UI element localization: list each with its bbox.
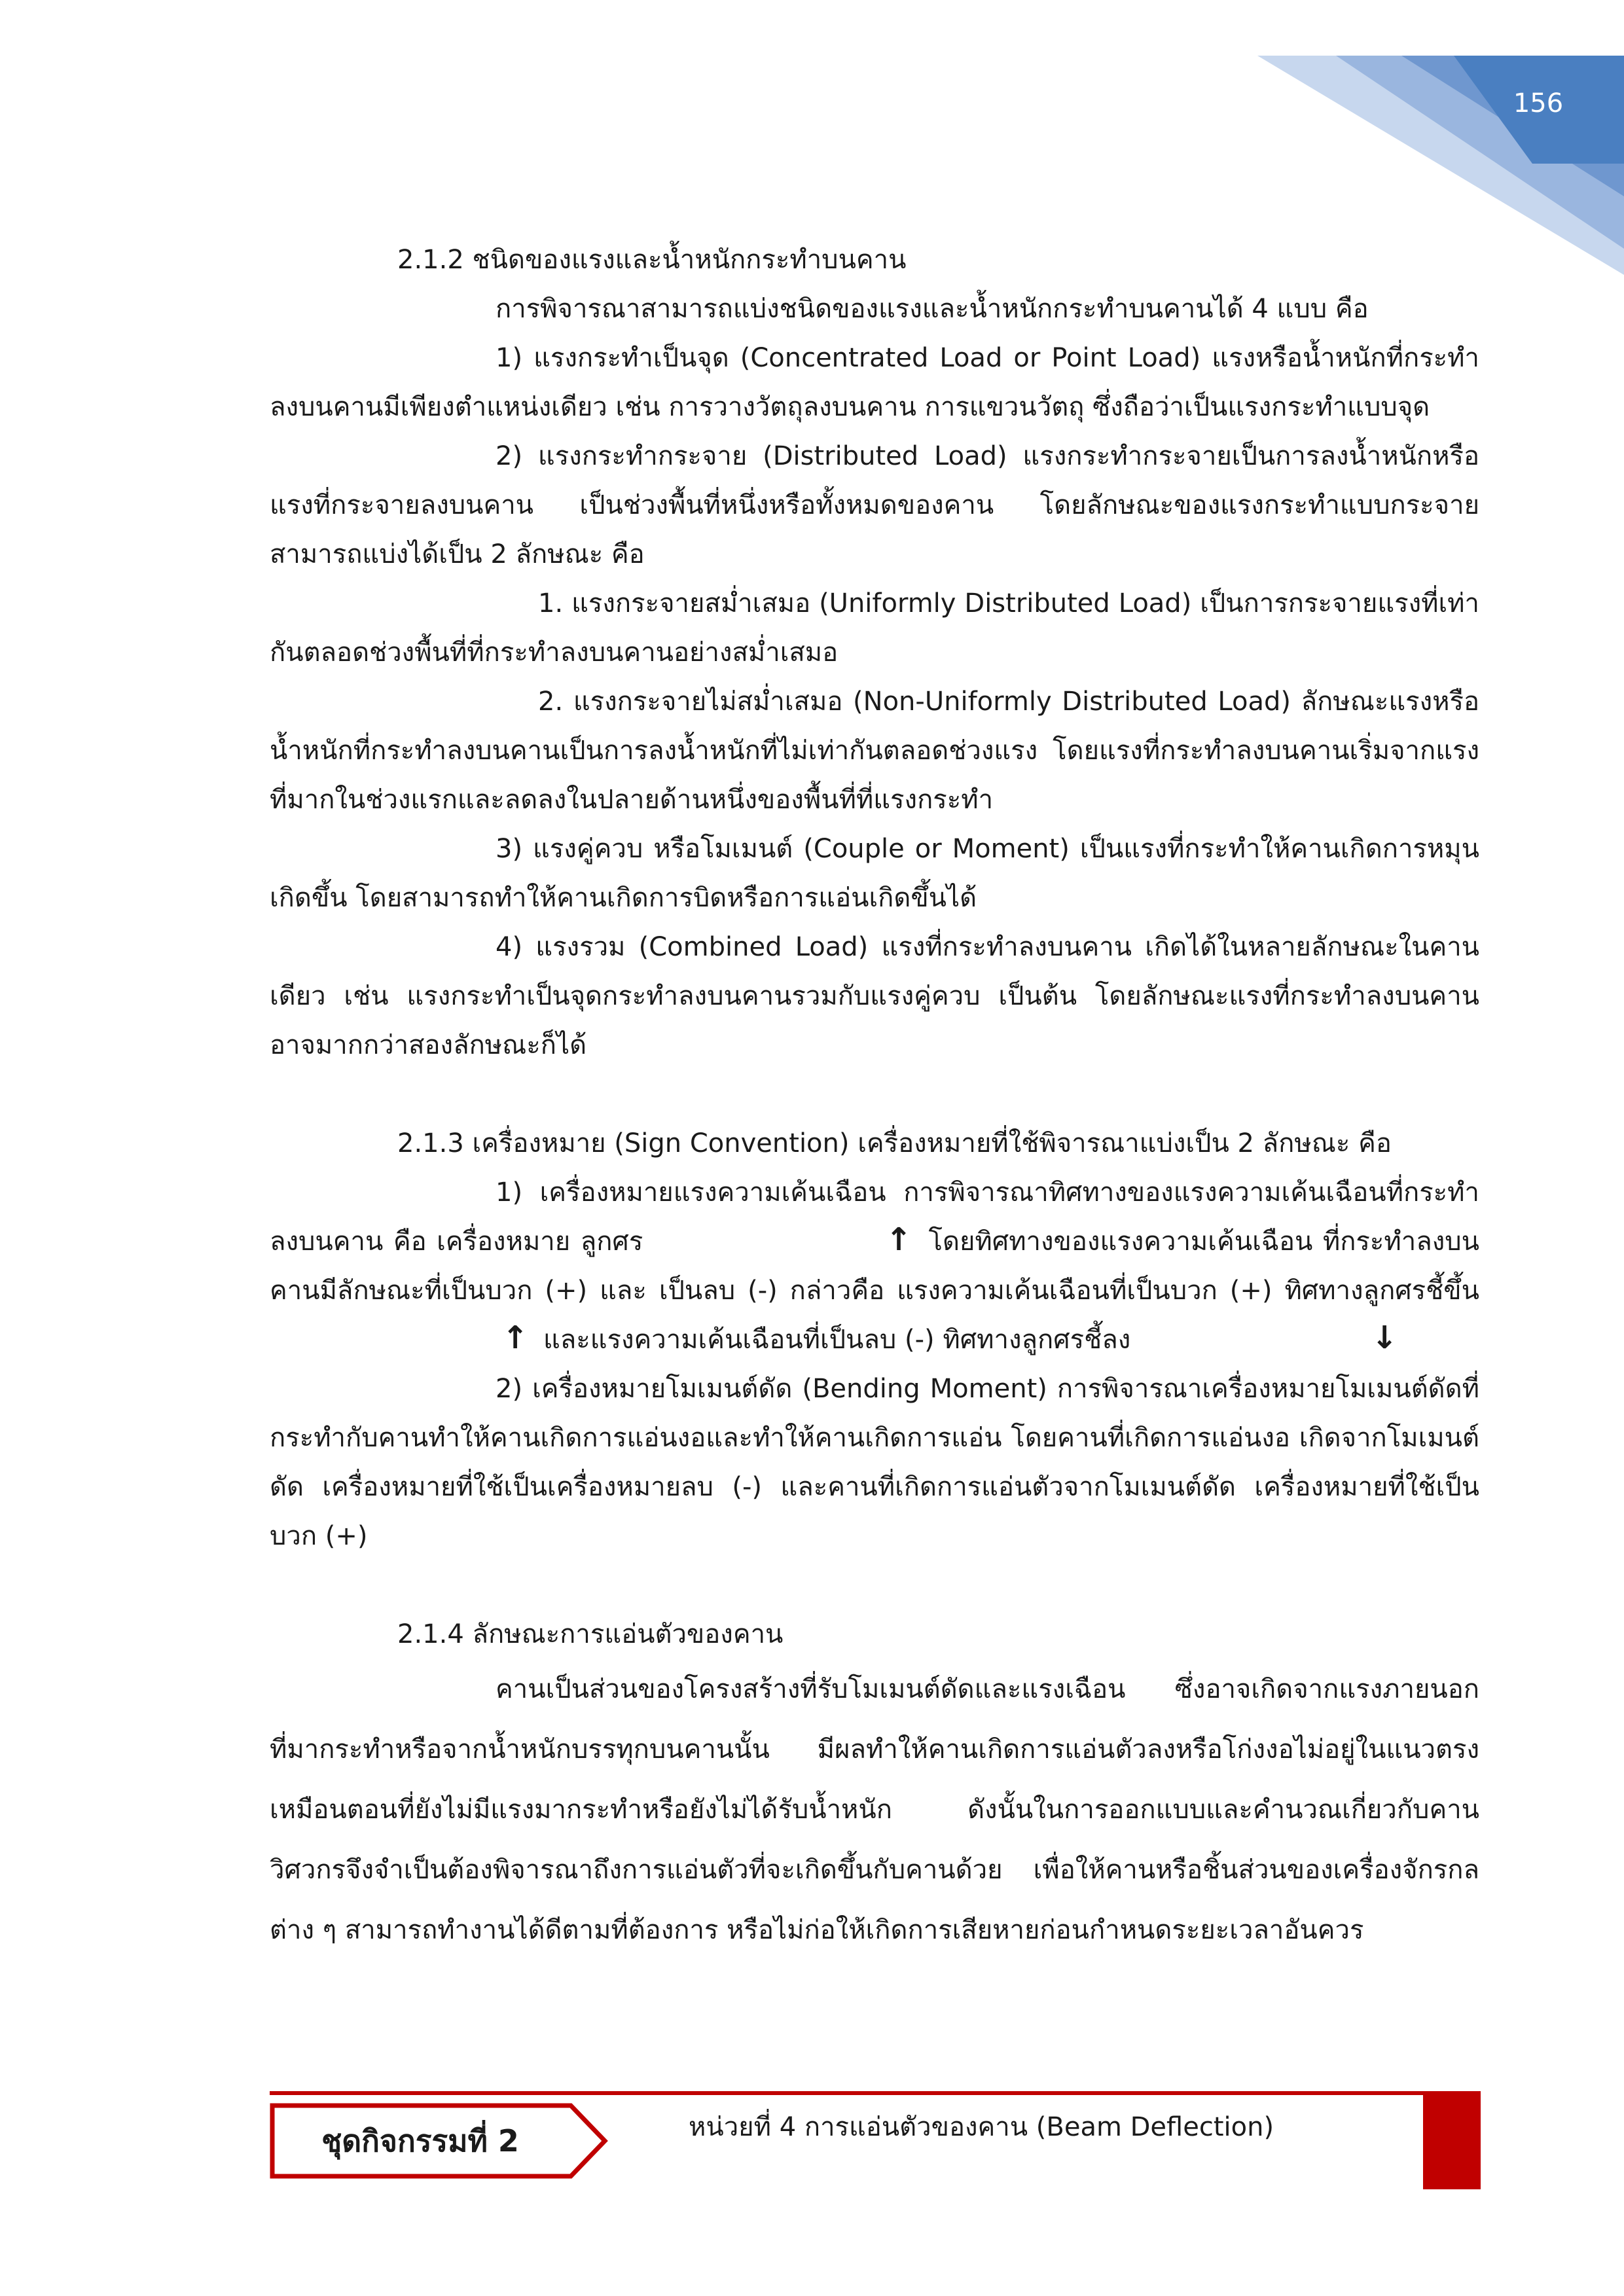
footer-banner: [270, 2091, 1481, 2189]
activity-label: ชุดกิจกรรมที่ 2: [321, 2123, 519, 2159]
section-2-1-4: [270, 1610, 1479, 1960]
list-item-combined-load: 4) แรงรวม (Combined Load) แรงที่กระทำลงบนคาน เกิดได้ในหลายลักษณะในคานเดียว เช่น แรงกระทำเป็นจุดกระทำลงบนคานรวมกับแรงคู่ควบ เป็นต้น โดยลักษณะแรงที่กระทำลงบนคาน อาจมากกว่าสองลักษณะก็ได้: [270, 932, 1479, 1060]
section-heading-2-1-4: 2.1.4 ลักษณะการแอ่นตัวของคาน: [397, 1619, 784, 1649]
list-item-moment-sign: 2) เครื่องหมายโมเมนต์ดัด (Bending Moment) การพิจารณาเครื่องหมายโมเมนต์ดัดที่กระทำกับคานทำให้คานเกิดการแอ่นงอและทำให้คานเกิดการแอ่น โดยคานที่เกิดการแอ่นงอ เกิดจากโมเมนต์ดัด เครื่องหมายที่ใช้เป็นเครื่องหมายลบ (-) และคานที่เกิดการแอ่นตัวจากโมเมนต์ดัด เครื่องหมายที่ใช้เป็นบวก (+): [270, 1374, 1479, 1551]
shear-sign-text-c: และแรงความเค้นเฉือนที่เป็นลบ (-) ทิศทางลูกศรชี้ลง: [543, 1325, 1131, 1355]
section-heading-2-1-2: 2.1.2 ชนิดของแรงและน้ำหนักกระทำบนคาน: [397, 245, 907, 275]
list-item-point-load: 1) แรงกระทำเป็นจุด (Concentrated Load or Point Load) แรงหรือน้ำหนักที่กระทำลงบนคานมีเพียงตำแหน่งเดียว เช่น การวางวัตถุลงบนคาน การแขวนวัตถุ ซึ่งถือว่าเป็นแรงกระทำแบบจุด: [270, 343, 1479, 422]
list-item-shear-sign: [270, 1168, 1479, 1365]
list-item-distributed-load: 2) แรงกระทำกระจาย (Distributed Load) แรงกระทำกระจายเป็นการลงน้ำหนักหรือแรงที่กระจายลงบนคาน เป็นช่วงพื้นที่หนึ่งหรือทั้งหมดของคาน โดยลักษณะของแรงกระทำแบบกระจายสามารถแบ่งได้เป็น 2 ลักษณะ คือ: [270, 441, 1479, 569]
page-number: 156: [1513, 88, 1564, 118]
spacer: [270, 1070, 1479, 1119]
footer-red-block: [1423, 2095, 1481, 2189]
spacer: [270, 1561, 1479, 1610]
list-item-couple-moment: 3) แรงคู่ควบ หรือโมเมนต์ (Couple or Moment) เป็นแรงที่กระทำให้คานเกิดการหมุนเกิดขึ้น โดยสามารถทำให้คานเกิดการบิดหรือการแอ่นเกิดขึ้นได้: [270, 834, 1479, 913]
section-heading-2-1-3: 2.1.3 เครื่องหมาย (Sign Convention) เครื่องหมายที่ใช้พิจารณาแบ่งเป็น 2 ลักษณะ คือ: [397, 1128, 1392, 1158]
list-item-non-uniform-load: 2. แรงกระจายไม่สม่ำเสมอ (Non-Uniformly Distributed Load) ลักษณะแรงหรือน้ำหนักที่กระทำลงบนคานเป็นการลงน้ำหนักที่ไม่เท่ากันตลอดช่วงแรง โดยแรงที่กระทำลงบนคานเริ่มจากแรงที่มากในช่วงแรกและลดลงในปลายด้านหนึ่งของพื้นที่ที่แรงกระทำ: [270, 687, 1479, 815]
shear-sign-text-b: โดยทิศทางของแรงความเค้นเฉือน ที่กระทำลงบนคานมีลักษณะที่เป็นบวก (+) และ เป็นลบ (-) กล่าวคือ แรงความเค้นเฉือนที่เป็นบวก (+) ทิศทางลูกศรชี้ขึ้น: [270, 1227, 1479, 1306]
section-2-1-4-body: คานเป็นส่วนของโครงสร้างที่รับโมเมนต์ดัดและแรงเฉือน ซึ่งอาจเกิดจากแรงภายนอกที่มากระทำหรือจากน้ำหนักบรรทุกบนคานนั้น มีผลทำให้คานเกิดการแอ่นตัวลงหรือโก่งงอไม่อยู่ในแนวตรงเหมือนตอนที่ยังไม่มีแรงมากระทำหรือยังไม่ได้รับน้ำหนัก ดังนั้นในการออกแบบและคำนวณเกี่ยวกับคานวิศวกรจึงจำเป็นต้องพิจารณาถึงการแอ่นตัวที่จะเกิดขึ้นกับคานด้วย เพื่อให้คานหรือชิ้นส่วนของเครื่องจักรกลต่าง ๆ สามารถทำงานได้ดีตามที่ต้องการ หรือไม่ก่อให้เกิดการเสียหายก่อนกำหนดระยะเวลาอันควร: [270, 1674, 1479, 1945]
arrow-down-icon: ↓: [1371, 1319, 1398, 1356]
corner-decoration: [1257, 0, 1624, 275]
arrow-up-icon: ↑: [885, 1221, 912, 1258]
list-item-uniform-load: 1. แรงกระจายสม่ำเสมอ (Uniformly Distributed Load) เป็นการกระจายแรงที่เท่ากันตลอดช่วงพื้นที่ที่กระทำลงบนคานอย่างสม่ำเสมอ: [270, 588, 1479, 668]
section-2-1-2-intro: การพิจารณาสามารถแบ่งชนิดของแรงและน้ำหนักกระทำบนคานได้ 4 แบบ คือ: [496, 294, 1369, 324]
footer-rule: [270, 2091, 1481, 2095]
unit-title: หน่วยที่ 4 การแอ่นตัวของคาน (Beam Deflection): [689, 2112, 1274, 2142]
shear-sign-text-a: 1) เครื่องหมายแรงความเค้นเฉือน การพิจารณาทิศทางของแรงความเค้นเฉือนที่กระทำลงบนคาน คือ เครื่องหมาย ลูกศร: [270, 1177, 1479, 1257]
document-body: [270, 236, 1479, 1960]
arrow-up-icon: ↑: [502, 1319, 529, 1356]
